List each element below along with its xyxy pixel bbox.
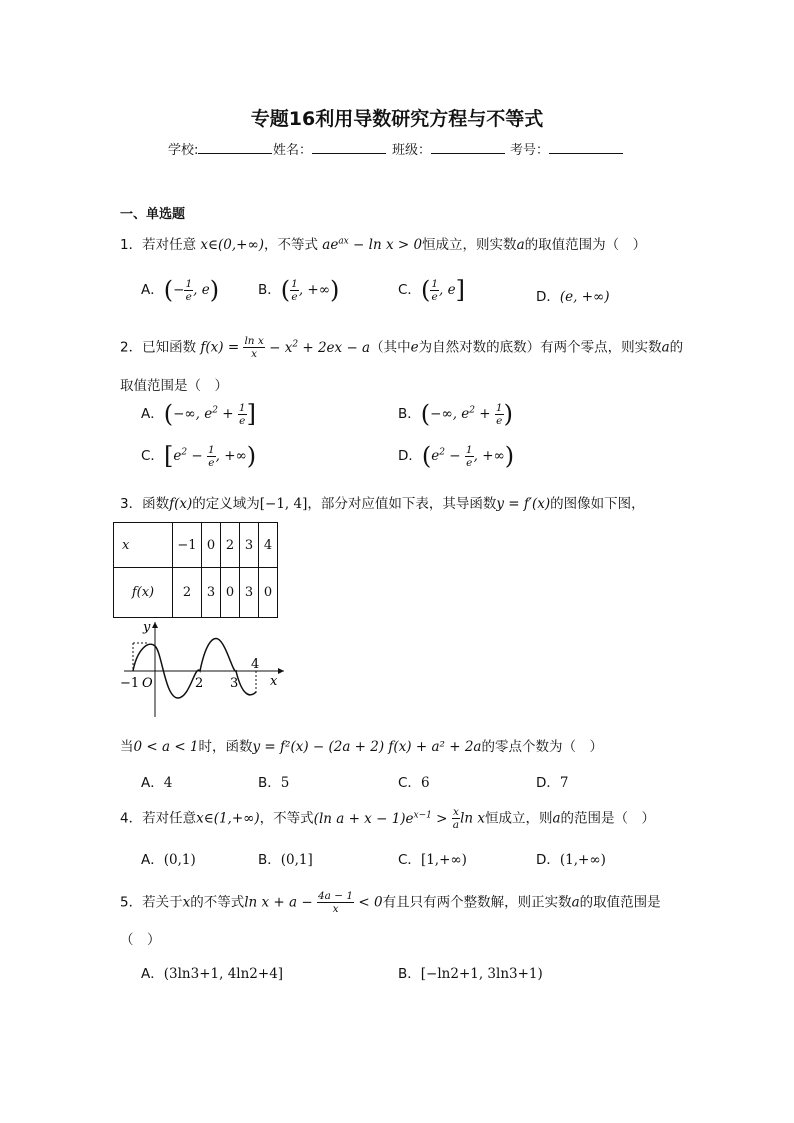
table-cell: 0 [221, 568, 240, 618]
value-table [113, 522, 278, 618]
table-cell: 3 [240, 523, 259, 568]
q4-option-a[interactable]: A．(0,1) [141, 852, 196, 868]
q1-set: x∈(0,+∞) [200, 237, 264, 253]
q1-option-a[interactable]: A．(− $\frac{1}{e}$ , e) [141, 276, 220, 304]
page-title: 专题16利用导数研究方程与不等式 [250, 108, 544, 130]
q2-option-d[interactable]: D．($e^2$ − $\frac{1}{e}$ , +∞) [398, 442, 515, 470]
tick-label: −1 [120, 676, 140, 691]
table-cell: −1 [173, 523, 202, 568]
q4-option-c[interactable]: C．[1,+∞) [398, 852, 467, 868]
q1-var: a [516, 237, 525, 253]
table-head-fx: f(x) [114, 568, 173, 618]
exam-no-field [510, 139, 625, 158]
exam-no-blank [549, 141, 623, 154]
q1-inequality: $ae^{ax} - \ln x > 0$ [322, 236, 423, 253]
q1-option-b[interactable]: B．( $\frac{1}{e}$ , +∞) [258, 276, 340, 304]
class-blank [431, 141, 505, 154]
q1-option-c[interactable]: C．( $\frac{1}{e}$ , e] [398, 276, 465, 304]
table-cell: 4 [259, 523, 278, 568]
q4-option-b[interactable]: B．(0,1] [258, 852, 313, 868]
derivative-graph [110, 618, 290, 720]
q1-text: ，不等式 [263, 237, 318, 253]
question-3: 3．函数f(x)的定义域为[−1, 4]，部分对应值如下表，其导函数y = f′(x)的图像如下图， [120, 496, 645, 512]
q1-text: 恒成立，则实数 [422, 237, 517, 253]
school-label: 学校: [168, 143, 199, 158]
q2-option-b[interactable]: B．(−∞, $e^2$ + $\frac{1}{e}$ ) [398, 400, 513, 428]
tick-label: 3 [230, 676, 239, 691]
question-1 [120, 233, 646, 253]
table-cell: 0 [259, 568, 278, 618]
name-blank [312, 141, 386, 154]
q3-option-b[interactable]: B．5 [258, 775, 290, 791]
question-4: 4．若对任意x∈(1,+∞)，不等式(ln $a + x - 1)e^{x-1}$ > $\frac{x}{a}$ ln x恒成立，则a的范围是（ ） [120, 806, 656, 831]
table-head-x: x [114, 523, 173, 568]
q2-option-a[interactable]: A．(−∞, $e^2$ + $\frac{1}{e}$ ] [141, 400, 256, 428]
table-cell: 3 [202, 568, 221, 618]
q5-line-2: （ ） [120, 932, 161, 948]
x-label: x [270, 674, 278, 689]
table-cell: 0 [202, 523, 221, 568]
q3-option-d[interactable]: D．7 [536, 775, 569, 791]
question-2: 2．已知函数 f(x) = $\frac{\text{ln x}}{x}$ − $x^2 + 2ex - a$（其中e为自然对数的底数）有两个零点，则实数a的 [120, 335, 684, 360]
class-label: 班级： [392, 143, 432, 158]
q2-line-2: 取值范围是（ ） [120, 378, 228, 394]
table-cell: 2 [173, 568, 202, 618]
exam-no-label: 考号： [510, 143, 550, 158]
school-field [168, 139, 274, 158]
origin-label: O [142, 676, 153, 691]
q3-option-c[interactable]: C．6 [398, 775, 430, 791]
q4-option-d[interactable]: D．(1,+∞) [536, 852, 606, 868]
q1-option-d[interactable]: D．(e, +∞) [536, 289, 610, 305]
tick-label: 2 [195, 676, 204, 691]
table-cell: 2 [221, 523, 240, 568]
section-title: 一、单选题 [120, 207, 186, 222]
q3-condition: 当0 < a < 1时，函数y = f²(x) − (2a + 2) f(x) + a² + 2a的零点个数为（ ） [120, 739, 603, 755]
class-field [392, 139, 507, 158]
school-blank [198, 141, 272, 154]
q5-option-a[interactable]: A．(3ln3+1, 4ln2+4] [141, 966, 284, 982]
name-label: 姓名： [273, 143, 313, 158]
question-5: 5．若关于x的不等式ln x + a − $\frac{4a - 1}{x}$ < 0有且只有两个整数解，则正实数a的取值范围是 [120, 890, 661, 915]
y-label: y [143, 620, 151, 635]
tick-label: 4 [251, 657, 260, 672]
q1-number: 1． [120, 237, 143, 253]
q2-option-c[interactable]: C．[$e^2$ − $\frac{1}{e}$ , +∞) [141, 442, 257, 470]
q1-text: 若对任意 [142, 237, 197, 253]
q3-option-a[interactable]: A．4 [141, 775, 173, 791]
q5-option-b[interactable]: B．[−ln2+1, 3ln3+1) [398, 966, 543, 982]
q1-text: 的取值范围为（ ） [524, 237, 647, 253]
name-field [273, 139, 388, 158]
table-cell: 3 [240, 568, 259, 618]
